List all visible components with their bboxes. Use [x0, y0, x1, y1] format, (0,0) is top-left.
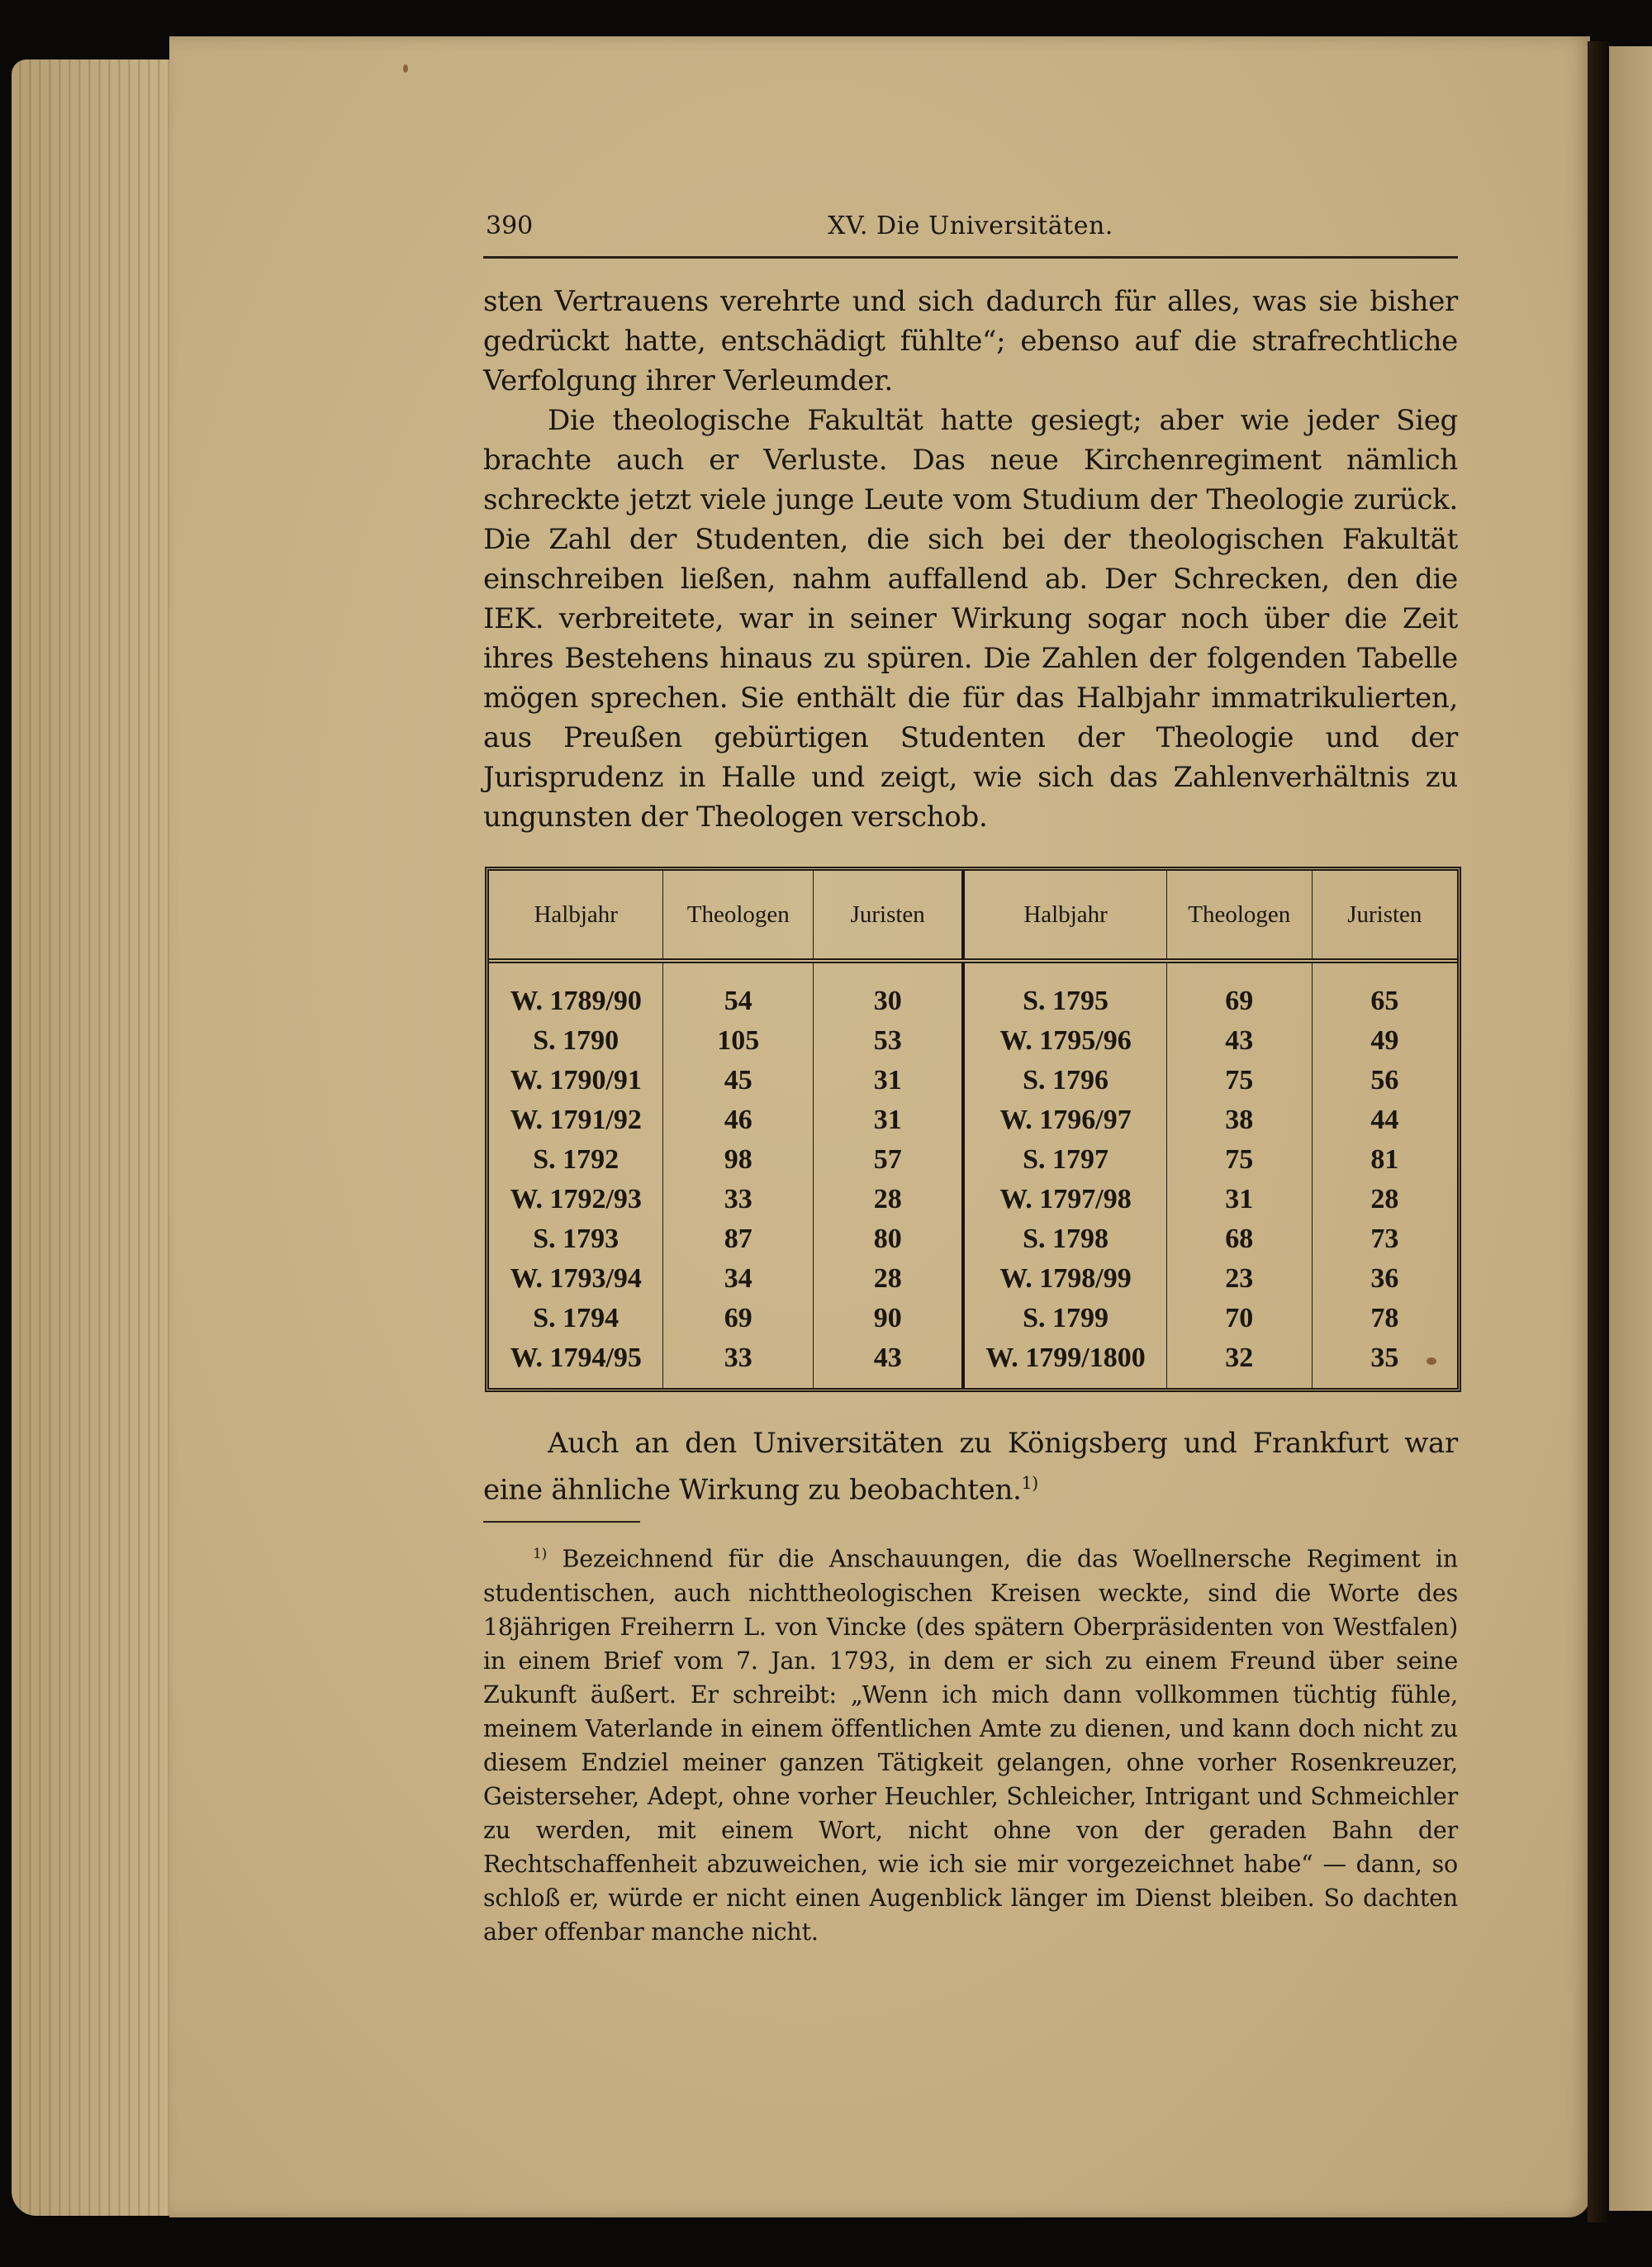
table-row: [489, 1219, 1457, 1259]
semester-cell: W. 1796/97: [963, 1100, 1166, 1140]
semester-cell: W. 1798/99: [963, 1259, 1166, 1299]
table-header-row: [489, 871, 1457, 961]
theologians-cell: 32: [1166, 1338, 1312, 1378]
theologians-cell: 87: [663, 1219, 814, 1259]
column-header: Halbjahr: [963, 871, 1166, 961]
jurists-cell: 44: [1370, 1105, 1399, 1135]
jurists-cell: 31: [814, 1061, 964, 1100]
theologians-cell: 43: [1166, 1021, 1312, 1061]
table-row: [489, 1259, 1457, 1299]
footnote-reference: 1): [1021, 1473, 1038, 1493]
table-row: [489, 1180, 1457, 1219]
paragraph: Die theologische Fakultät hatte gesiegt; aber wie jeder Sieg brachte auch er Verluste. Das neue Kirchenregiment nämlich schreckte jetzt viele junge Leute vom Studium der Theologie zurück. Die Zahl der Studenten, die sich bei der theologischen Fakultät einschreiben ließen, nahm auffallend ab. Der Schrecken, den die IEK. verbreitete, war in seiner Wirkung sogar noch über die Zeit ihres Bestehens hinaus zu spüren. Die Zahlen der folgenden Tabelle mögen sprechen. Sie enthält die für das Halbjahr immatrikulierten, aus Preußen gebürtigen Studenten der Theologie und der Jurisprudenz in Halle und zeigt, wie sich das Zahlenverhältnis zu ungunsten der Theologen verschob.: [483, 404, 1458, 834]
theologians-cell: 75: [1166, 1061, 1312, 1100]
semester-cell: W. 1794/95: [489, 1338, 663, 1378]
column-header: Theologen: [663, 871, 814, 961]
semester-cell: S. 1793: [489, 1219, 663, 1259]
paragraph-text: Auch an den Universitäten zu Königsberg und Frankfurt war eine ähnliche Wirkung zu beobachten.: [483, 1427, 1458, 1507]
jurists-cell: 56: [1370, 1065, 1399, 1095]
semester-cell: S. 1794: [489, 1299, 663, 1338]
jurists-cell: 28: [814, 1259, 964, 1299]
paragraph: [483, 1423, 1458, 1509]
theologians-cell: 54: [663, 981, 814, 1021]
semester-cell: W. 1793/94: [489, 1259, 663, 1299]
theologians-cell: 69: [1166, 981, 1312, 1021]
theologians-cell: 33: [663, 1338, 814, 1378]
jurists-cell: 28: [1370, 1184, 1399, 1214]
jurists-cell: 81: [1370, 1144, 1399, 1175]
semester-cell: S. 1796: [963, 1061, 1166, 1100]
header-rule: [483, 256, 1458, 259]
paper-speck: [403, 64, 408, 73]
table-row: [489, 1299, 1457, 1338]
semester-cell: W. 1791/92: [489, 1100, 663, 1140]
semester-cell: W. 1797/98: [963, 1180, 1166, 1219]
table-row: [489, 1100, 1457, 1140]
theologians-cell: 38: [1166, 1100, 1312, 1140]
semester-cell: S. 1795: [963, 981, 1166, 1021]
theologians-cell: 45: [663, 1061, 814, 1100]
chapter-title: XV. Die Universitäten.: [828, 211, 1113, 240]
jurists-cell: 36: [1370, 1263, 1399, 1294]
theologians-cell: 75: [1166, 1140, 1312, 1180]
semester-cell: W. 1795/96: [963, 1021, 1166, 1061]
semester-cell: W. 1789/90: [489, 981, 663, 1021]
table-row: [489, 981, 1457, 1021]
theologians-cell: 23: [1166, 1259, 1312, 1299]
jurists-cell: 43: [814, 1338, 964, 1378]
table-row: [489, 1338, 1457, 1378]
semester-cell: W. 1792/93: [489, 1180, 663, 1219]
semester-cell: S. 1798: [963, 1219, 1166, 1259]
semester-cell: W. 1790/91: [489, 1061, 663, 1100]
theologians-cell: 105: [663, 1021, 814, 1061]
footnote: [483, 1537, 1458, 1949]
running-head: [483, 207, 1458, 256]
footnote-marker: 1): [533, 1546, 548, 1563]
jurists-cell: 80: [814, 1219, 964, 1259]
jurists-cell: 73: [1370, 1224, 1399, 1254]
theologians-cell: 98: [663, 1140, 814, 1180]
jurists-cell: 53: [814, 1021, 964, 1061]
jurists-cell: 28: [814, 1180, 964, 1219]
table-row: [489, 1140, 1457, 1180]
theologians-cell: 69: [663, 1299, 814, 1338]
jurists-cell: 90: [814, 1299, 964, 1338]
page-number: 390: [486, 211, 534, 240]
jurists-cell: 30: [814, 981, 964, 1021]
enrollment-table: [485, 867, 1461, 1392]
theologians-cell: 33: [663, 1180, 814, 1219]
footnote-text: Bezeichnend für die Anschauungen, die das Woellnersche Regiment in studentischen, auch nichttheologischen Kreisen weckte, sind die Worte des 18jährigen Freiherrn L. von Vincke (des spätern Oberpräsidenten von Westfalen) in einem Brief vom 7. Jan. 1793, in dem er sich zu einem Freund über seine Zukunft äußert. Er schreibt: „Wenn ich mich dann vollkommen tüchtig fühle, meinem Vaterlande in einem öffentlichen Amte zu dienen, und kann doch nicht zu diesem Endziel meiner ganzen Tätigkeit gelangen, ohne vorher Rosenkreuzer, Geisterseher, Adept, ohne vorher Heuchler, Schleicher, Intrigant und Schmeichler zu werden, mit einem Wort, nicht ohne von der geraden Bahn der Rechtschaffenheit abzuweichen, wie ich sie mir vorgezeichnet habe“ — dann, so schloß er, würde er nicht einen Augenblick länger im Dienst bleiben. So dachten aber offenbar manche nicht.: [483, 1545, 1459, 1946]
theologians-cell: 31: [1166, 1180, 1312, 1219]
jurists-cell: 31: [814, 1100, 964, 1140]
page-content: [483, 207, 1458, 1949]
book-gutter: [1588, 41, 1609, 2222]
table-row: [489, 1021, 1457, 1061]
semester-cell: S. 1797: [963, 1140, 1166, 1180]
page-edges-stack: [12, 59, 185, 2216]
facing-page-edge: [1609, 46, 1652, 2211]
jurists-cell: 78: [1370, 1303, 1399, 1333]
theologians-cell: 34: [663, 1259, 814, 1299]
jurists-cell: 57: [814, 1140, 964, 1180]
column-header: Juristen: [1312, 871, 1457, 961]
semester-cell: S. 1799: [963, 1299, 1166, 1338]
theologians-cell: 46: [663, 1100, 814, 1140]
theologians-cell: 70: [1166, 1299, 1312, 1338]
footnote-rule: [483, 1521, 640, 1523]
column-header: Halbjahr: [489, 871, 663, 961]
jurists-cell: 49: [1370, 1025, 1399, 1056]
jurists-cell: 35: [1370, 1343, 1399, 1373]
column-header: Theologen: [1166, 871, 1312, 961]
semester-cell: W. 1799/1800: [963, 1338, 1166, 1378]
semester-cell: S. 1790: [489, 1021, 663, 1061]
table-row: [489, 1061, 1457, 1100]
semester-cell: S. 1792: [489, 1140, 663, 1180]
paragraph: sten Vertrauens verehrte und sich dadurch für alles, was sie bisher gedrückt hatte, entschädigt fühlte“; ebenso auf die strafrechtliche Verfolgung ihrer Verleumder.: [483, 285, 1458, 397]
jurists-cell: 65: [1370, 986, 1399, 1016]
column-header: Juristen: [814, 871, 964, 961]
theologians-cell: 68: [1166, 1219, 1312, 1259]
